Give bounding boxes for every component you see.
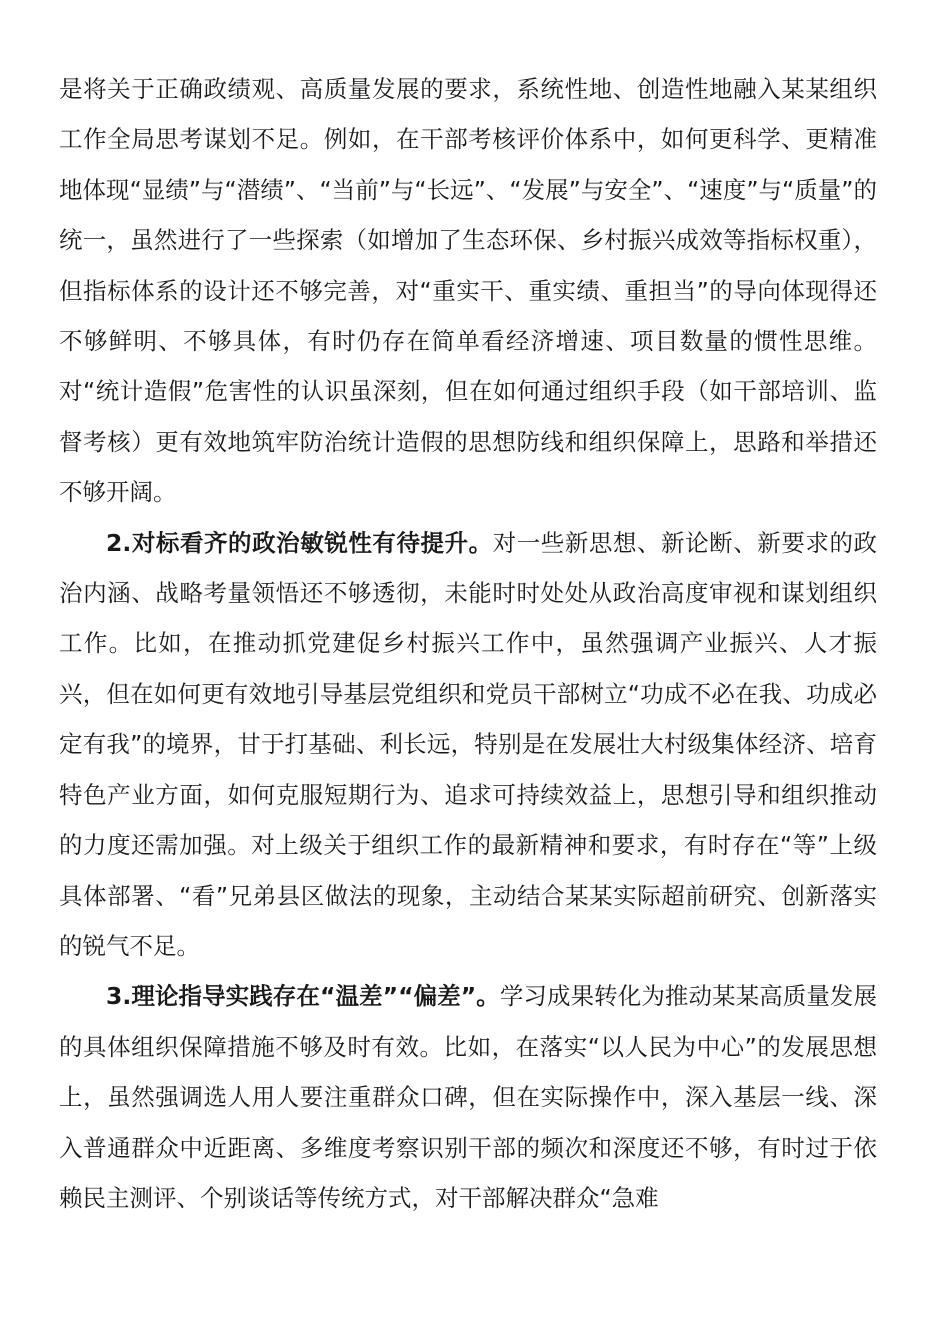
paragraph-3-heading: 3.理论指导实践存在“温差”“偏差”。 bbox=[106, 982, 500, 1011]
paragraph-3-text: 学习成果转化为推动某某高质量发展的具体组织保障措施不够及时有效。比如，在落实“以人民为中心”的发展思想上，虽然强调选人用人要注重群众口碑，但在实际操作中，深入基层一线、深入普通群众中近距离、多维度考察识别干部的频次和深度还不够，有时过于依赖民主测评、个别谈话等传统方式，对干部解决群众“急难 bbox=[59, 982, 878, 1212]
paragraph-1 bbox=[59, 64, 877, 518]
paragraph-2 bbox=[59, 518, 877, 972]
document-body bbox=[59, 64, 877, 1223]
paragraph-2-heading: 2.对标看齐的政治敏锐性有待提升。 bbox=[106, 528, 493, 557]
paragraph-1-text: 是将关于正确政绩观、高质量发展的要求，系统性地、创造性地融入某某组织工作全局思考谋划不足。例如，在干部考核评价体系中，如何更科学、更精准地体现“显绩”与“潜绩”、“当前”与“长远”、“发展”与安全”、“速度”与“质量”的统一，虽然进行了一些探索（如增加了生态环保、乡村振兴成效等指标权重），但指标体系的设计还不够完善，对“重实干、重实绩、重担当”的导向体现得还不够鲜明、不够具体，有时仍存在简单看经济增速、项目数量的惯性思维。对“统计造假”危害性的认识虽深刻，但在如何通过组织手段（如干部培训、监督考核）更有效地筑牢防治统计造假的思想防线和组织保障上，思路和举措还不够开阔。 bbox=[59, 75, 877, 507]
paragraph-2-text: 对一些新思想、新论断、新要求的政治内涵、战略考量领悟还不够透彻，未能时时处处从政治高度审视和谋划组织工作。比如，在推动抓党建促乡村振兴工作中，虽然强调产业振兴、人才振兴，但在如何更有效地引导基层党组织和党员干部树立“功成不必在我、功成必定有我”的境界，甘于打基础、利长远，特别是在发展壮大村级集体经济、培育特色产业方面，如何克服短期行为、追求可持续效益上，思想引导和组织推动的力度还需加强。对上级关于组织工作的最新精神和要求，有时存在“等”上级具体部署、“看”兄弟县区做法的现象，主动结合某某实际超前研究、创新落实的锐气不足。 bbox=[59, 528, 878, 960]
paragraph-3 bbox=[59, 971, 877, 1223]
